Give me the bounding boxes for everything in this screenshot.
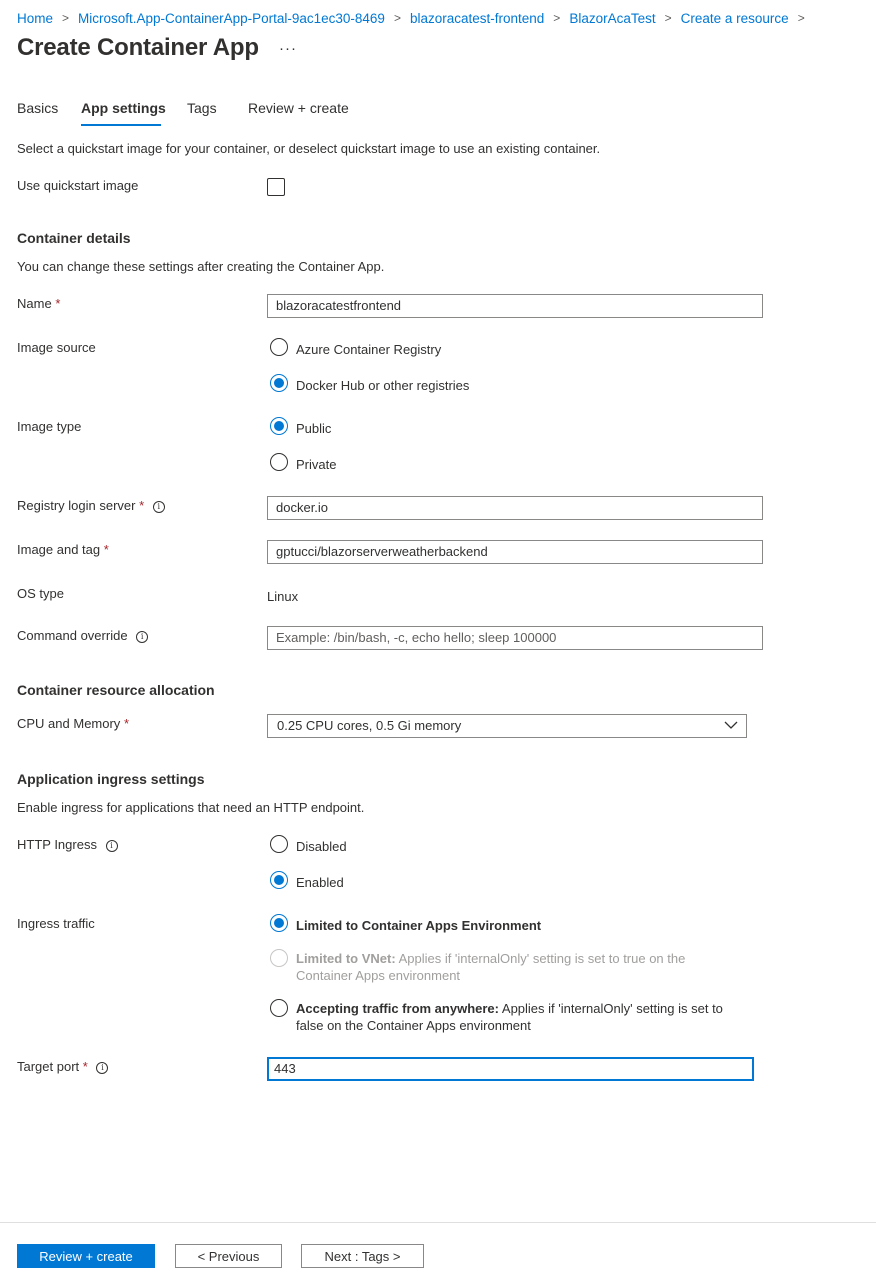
info-icon[interactable]: i	[136, 631, 148, 643]
quickstart-checkbox[interactable]	[267, 178, 285, 196]
required-marker: *	[139, 498, 145, 513]
chevron-right-icon: >	[664, 11, 672, 25]
name-label	[17, 296, 60, 311]
radio-azure-container-registry[interactable]	[270, 338, 441, 358]
name-label-text: Name	[17, 296, 52, 311]
page-title: Create Container App	[17, 34, 259, 61]
footer-divider	[0, 1222, 876, 1223]
image-type-label: Image type	[17, 419, 82, 434]
radio-label-bold: Accepting traffic from anywhere:	[296, 1001, 499, 1016]
quickstart-label: Use quickstart image	[17, 178, 139, 193]
registry-server-label	[17, 498, 165, 513]
breadcrumb	[17, 9, 814, 27]
radio-label	[296, 917, 541, 934]
command-override-label-text: Command override	[17, 628, 128, 643]
ingress-traffic-label: Ingress traffic	[17, 916, 95, 931]
radio-button[interactable]	[270, 453, 288, 471]
radio-button-selected[interactable]	[270, 374, 288, 392]
os-type-value: Linux	[267, 589, 299, 604]
required-marker: *	[82, 1059, 88, 1074]
tab-tags[interactable]: Tags	[187, 100, 217, 116]
ingress-heading: Application ingress settings	[17, 771, 205, 787]
resource-allocation-heading: Container resource allocation	[17, 682, 215, 698]
ingress-note: Enable ingress for applications that need an HTTP endpoint.	[17, 800, 365, 815]
target-port-input[interactable]	[267, 1057, 754, 1081]
review-create-button[interactable]: Review + create	[17, 1244, 155, 1268]
radio-ingress-enabled[interactable]	[270, 871, 344, 891]
radio-label: Public	[296, 421, 332, 436]
registry-server-input[interactable]	[267, 496, 763, 520]
radio-button[interactable]	[270, 835, 288, 853]
http-ingress-label-text: HTTP Ingress	[17, 837, 97, 852]
chevron-right-icon: >	[62, 11, 70, 25]
container-details-note: You can change these settings after creating the Container App.	[17, 259, 385, 274]
cpu-memory-label-text: CPU and Memory	[17, 716, 121, 731]
radio-button-selected[interactable]	[270, 417, 288, 435]
tab-review-create[interactable]: Review + create	[248, 100, 349, 116]
image-tag-label-text: Image and tag	[17, 542, 101, 557]
radio-private[interactable]	[270, 453, 336, 473]
radio-label-bold: Limited to VNet:	[296, 951, 396, 966]
radio-label: Private	[296, 457, 337, 472]
command-override-input[interactable]	[267, 626, 763, 650]
radio-label: Azure Container Registry	[296, 342, 442, 357]
radio-label	[296, 1000, 723, 1034]
required-marker: *	[103, 542, 109, 557]
cpu-memory-label	[17, 716, 129, 731]
cpu-memory-value: 0.25 CPU cores, 0.5 Gi memory	[277, 718, 462, 733]
radio-label	[296, 950, 685, 984]
radio-label-desc-2: false on the Container Apps environment	[296, 1018, 531, 1033]
next-button[interactable]: Next : Tags >	[301, 1244, 424, 1268]
image-tag-input[interactable]	[267, 540, 763, 564]
chevron-right-icon: >	[797, 11, 805, 25]
breadcrumb-home[interactable]: Home	[17, 10, 54, 26]
radio-public[interactable]	[270, 417, 331, 437]
breadcrumb-app[interactable]: blazoracatest-frontend	[409, 10, 545, 26]
breadcrumb-resource-group[interactable]: Microsoft.App-ContainerApp-Portal-9ac1ec30-8469	[78, 10, 385, 26]
radio-button-selected[interactable]	[270, 871, 288, 889]
radio-label: Docker Hub or other registries	[296, 378, 470, 393]
active-tab-indicator	[81, 124, 161, 126]
chevron-down-icon	[724, 718, 738, 732]
radio-button[interactable]	[270, 338, 288, 356]
required-marker: *	[55, 296, 61, 311]
radio-traffic-environment[interactable]	[270, 914, 541, 934]
http-ingress-label	[17, 837, 118, 852]
breadcrumb-create-resource[interactable]: Create a resource	[680, 10, 789, 26]
cpu-memory-select[interactable]	[267, 714, 747, 738]
info-icon[interactable]: i	[96, 1062, 108, 1074]
required-marker: *	[123, 716, 129, 731]
target-port-label-text: Target port	[17, 1059, 80, 1074]
info-icon[interactable]: i	[106, 840, 118, 852]
radio-label-bold: Limited to Container Apps Environment	[296, 918, 542, 933]
image-source-label: Image source	[17, 340, 96, 355]
radio-button[interactable]	[270, 999, 288, 1017]
image-tag-label	[17, 542, 109, 557]
radio-button-disabled	[270, 949, 288, 967]
radio-label-desc-2: Container Apps environment	[296, 968, 461, 983]
radio-label-desc: Applies if 'internalOnly' setting is set to	[499, 1001, 723, 1016]
radio-label-desc: Applies if 'internalOnly' setting is set to true on the	[395, 951, 686, 966]
os-type-label: OS type	[17, 586, 64, 601]
radio-traffic-vnet	[270, 949, 685, 984]
target-port-label	[17, 1059, 108, 1074]
previous-button[interactable]: < Previous	[175, 1244, 282, 1268]
radio-button-selected[interactable]	[270, 914, 288, 932]
radio-ingress-disabled[interactable]	[270, 835, 347, 855]
command-override-label	[17, 628, 148, 643]
container-details-heading: Container details	[17, 230, 131, 246]
more-options-icon[interactable]: ···	[279, 40, 297, 57]
radio-traffic-anywhere[interactable]	[270, 999, 723, 1034]
radio-label: Enabled	[296, 875, 344, 890]
radio-label: Disabled	[296, 839, 347, 854]
name-input[interactable]	[267, 294, 763, 318]
breadcrumb-blazoracatest[interactable]: BlazorAcaTest	[569, 10, 656, 26]
chevron-right-icon: >	[553, 11, 561, 25]
intro-text: Select a quickstart image for your container, or deselect quickstart image to use an existing container.	[17, 141, 601, 156]
registry-server-label-text: Registry login server	[17, 498, 136, 513]
chevron-right-icon: >	[393, 11, 401, 25]
tab-app-settings[interactable]: App settings	[81, 100, 166, 116]
tab-basics[interactable]: Basics	[17, 100, 59, 116]
radio-docker-hub[interactable]	[270, 374, 469, 394]
info-icon[interactable]: i	[153, 501, 165, 513]
